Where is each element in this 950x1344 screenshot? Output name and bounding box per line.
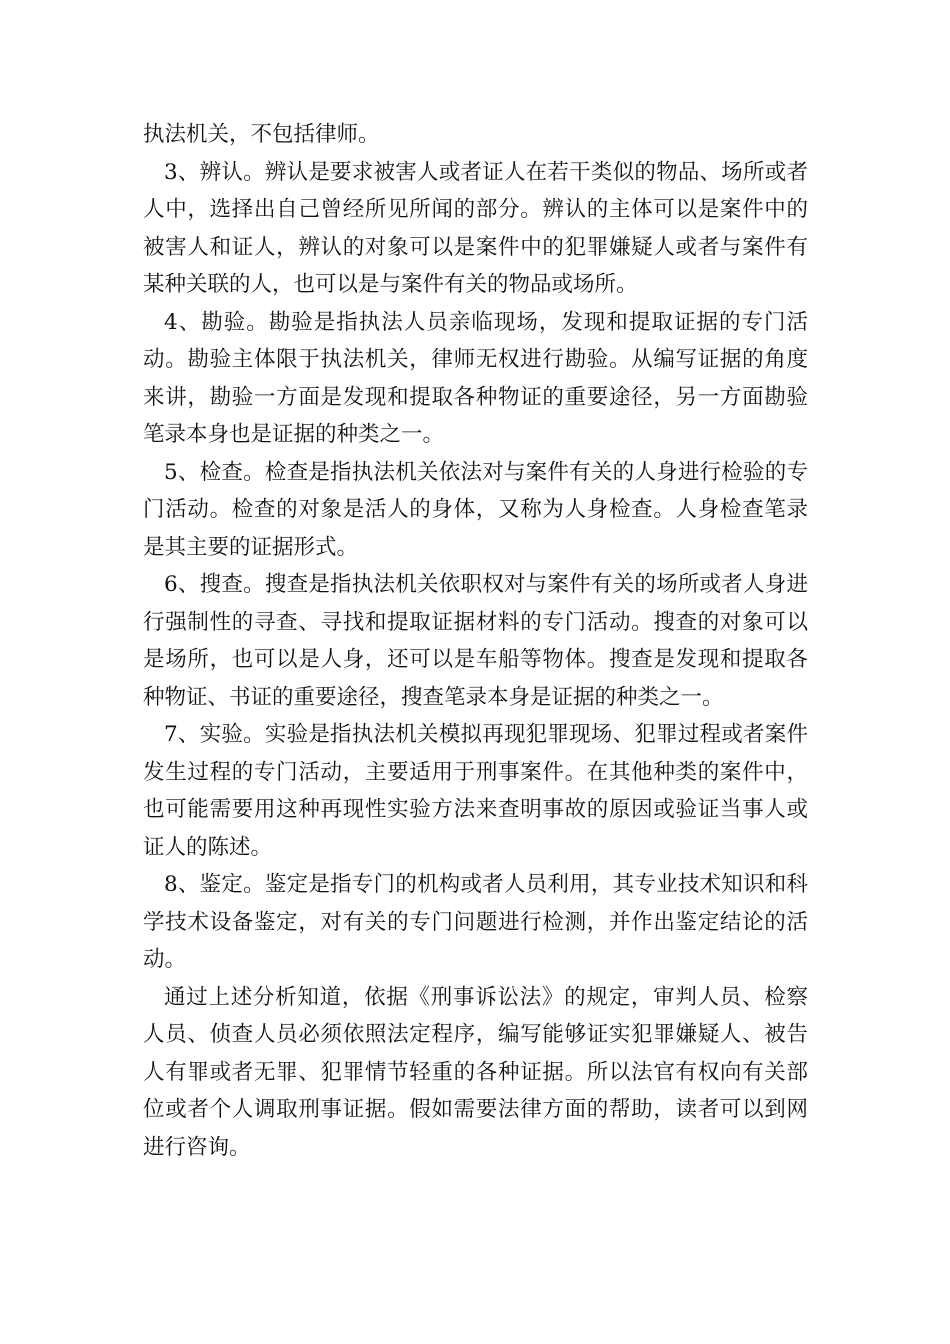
paragraph-search: 6、搜查。搜查是指执法机关依职权对与案件有关的场所或者人身进行强制性的寻查、寻找和提取证据材料的专门活动。搜查的对象可以是场所，也可以是人身，还可以是车船等物体。搜查是发现和提取各种物证、书证的重要途径，搜查笔录本身是证据的种类之一。 [143, 572, 808, 710]
paragraph-identification: 3、辨认。辨认是要求被害人或者证人在若干类似的物品、场所或者人中，选择出自己曾经所见所闻的部分。辨认的主体可以是案件中的被害人和证人，辨认的对象可以是案件中的犯罪嫌疑人或者与案件有某种关联的人，也可以是与案件有关的物品或场所。 [143, 159, 808, 297]
paragraph-experiment: 7、实验。实验是指执法机关模拟再现犯罪现场、犯罪过程或者案件发生过程的专门活动，主要适用于刑事案件。在其他种类的案件中，也可能需要用这种再现性实验方法来查明事故的原因或验证当事人或证人的陈述。 [143, 722, 808, 860]
paragraph-continuation: 执法机关，不包括律师。 [143, 122, 380, 147]
paragraph-examination: 5、检查。检查是指执法机关依法对与案件有关的人身进行检验的专门活动。检查的对象是活人的身体，又称为人身检查。人身检查笔录是其主要的证据形式。 [143, 459, 808, 560]
paragraph-conclusion: 通过上述分析知道，依据《刑事诉讼法》的规定，审判人员、检察人员、侦查人员必须依照法定程序，编写能够证实犯罪嫌疑人、被告人有罪或者无罪、犯罪情节轻重的各种证据。所以法官有权向有关部位或者个人调取刑事证据。假如需要法律方面的帮助，读者可以到网进行咨询。 [143, 984, 808, 1160]
paragraph-appraisal: 8、鉴定。鉴定是指专门的机构或者人员利用，其专业技术知识和科学技术设备鉴定，对有关的专门问题进行检测，并作出鉴定结论的活动。 [143, 872, 808, 972]
document-body [143, 116, 808, 1166]
paragraph-inspection: 4、勘验。勘验是指执法人员亲临现场，发现和提取证据的专门活动。勘验主体限于执法机关，律师无权进行勘验。从编写证据的角度来讲，勘验一方面是发现和提取各种物证的重要途径，另一方面勘验笔录本身也是证据的种类之一。 [143, 309, 808, 447]
